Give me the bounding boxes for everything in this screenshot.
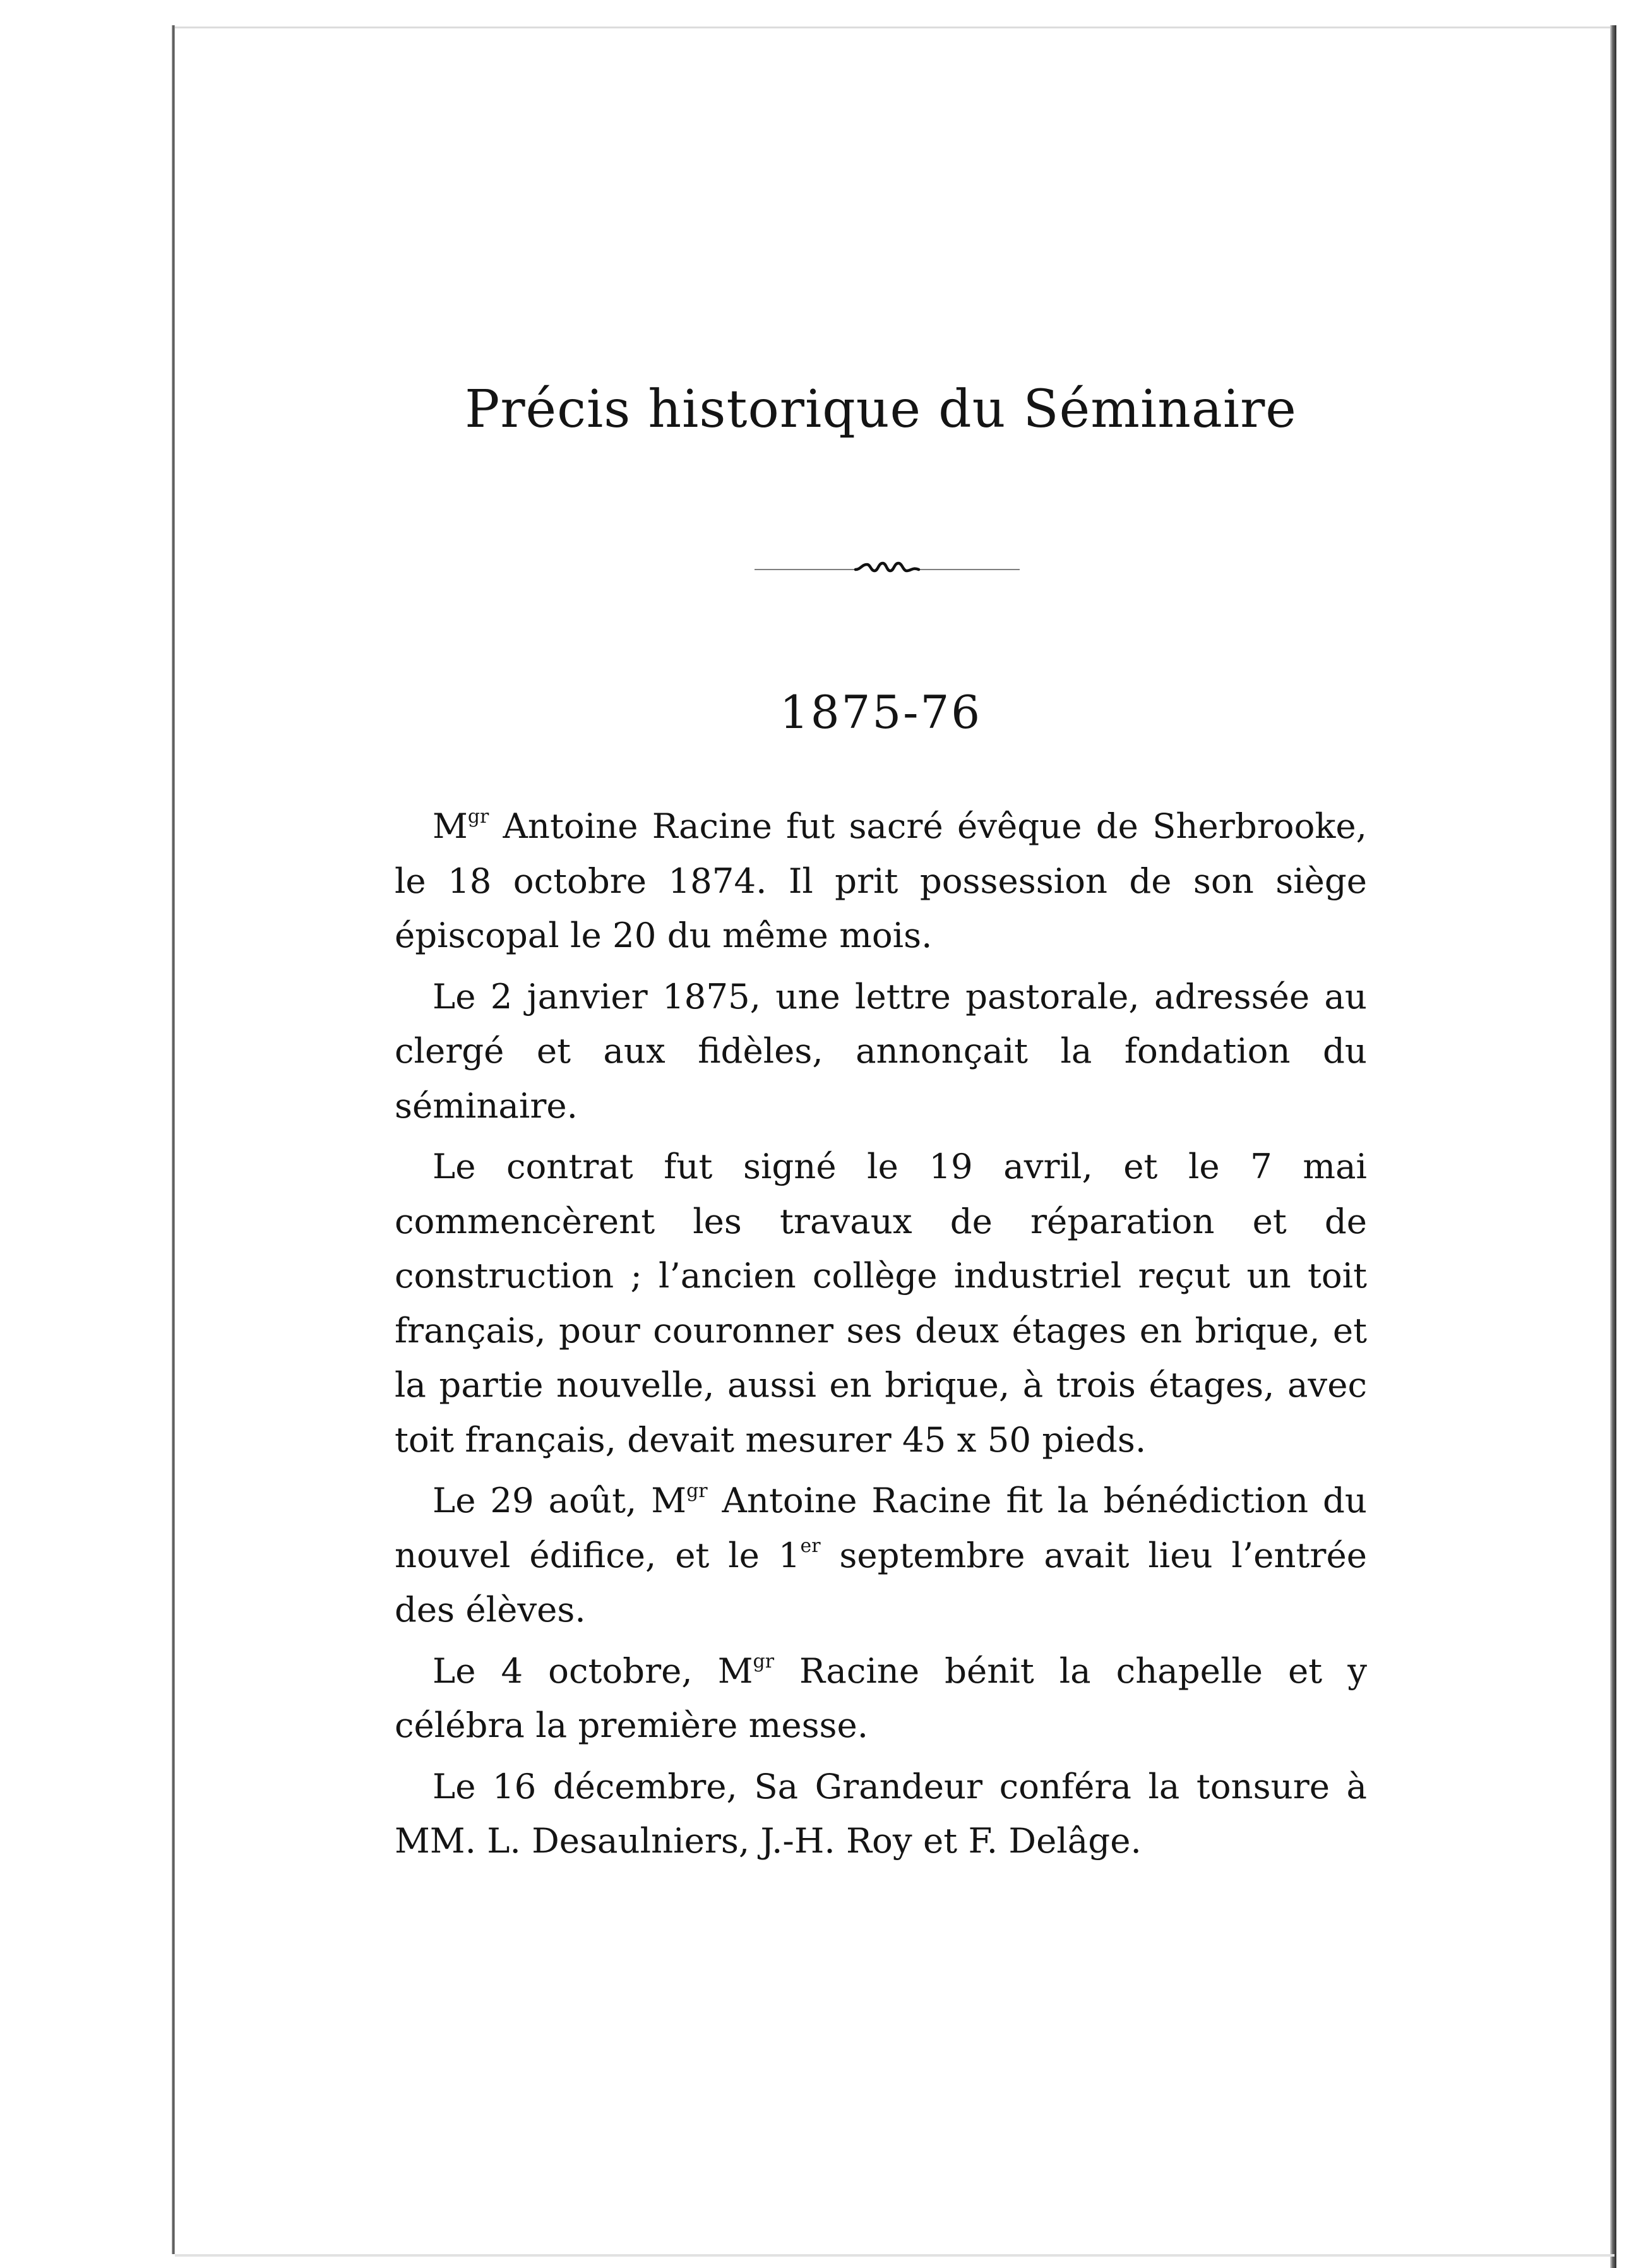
page-right-edge (1610, 25, 1616, 2268)
text-run: Racine bénit la chapelle et y célébra la première messe. (395, 1650, 1367, 1745)
text-run: Le contrat fut signé le 19 avril, et le 7 mai commencèrent les travaux de réparation et de construction ; l’ancien collège industriel reçut un toit français, pour couronner ses deux étages en brique, et la partie nouvelle, aussi en brique, à trois étages, avec toit français, devait mesurer 45 x 50 pieds. (395, 1146, 1367, 1460)
paragraph (395, 1473, 1367, 1637)
text-run: Le 29 août, M (433, 1480, 687, 1520)
superscript: gr (467, 806, 489, 828)
year-heading: 1875-76 (779, 686, 982, 739)
text-run: Le 2 janvier 1875, une lettre pastorale, adressée au clergé et aux fidèles, annonçait la fondation du séminaire. (395, 976, 1367, 1126)
paragraph (395, 1759, 1367, 1868)
body-text (395, 799, 1367, 1868)
text-run: M (433, 806, 468, 846)
page-gutter-edge (172, 25, 175, 2254)
decorative-flourish-icon (755, 556, 1020, 578)
text-run: Antoine Racine fut sacré évêque de Sherbrooke, le 18 octobre 1874. Il prit possession de son siège épiscopal le 20 du même mois. (395, 806, 1367, 955)
text-run: Le 4 octobre, M (433, 1650, 753, 1691)
paragraph (395, 969, 1367, 1133)
superscript: er (800, 1534, 821, 1557)
superscript: gr (686, 1480, 708, 1503)
superscript: gr (753, 1650, 775, 1673)
page-top-edge (175, 27, 1611, 28)
text-run: Antoine Racine fit la bénédiction du nouvel édifice, et le 1 (395, 1480, 1368, 1575)
text-run: Le 16 décembre, Sa Grandeur conféra la tonsure à MM. L. Desaulniers, J.-H. Roy et F. Delâge. (395, 1765, 1367, 1861)
paragraph (395, 1644, 1367, 1753)
paragraph (395, 1139, 1367, 1467)
page-bottom-edge (175, 2254, 1614, 2257)
page-title: Précis historique du Séminaire (465, 379, 1297, 439)
text-run: septembre avait lieu l’entrée des élèves. (395, 1534, 1367, 1630)
paragraph (395, 799, 1367, 963)
